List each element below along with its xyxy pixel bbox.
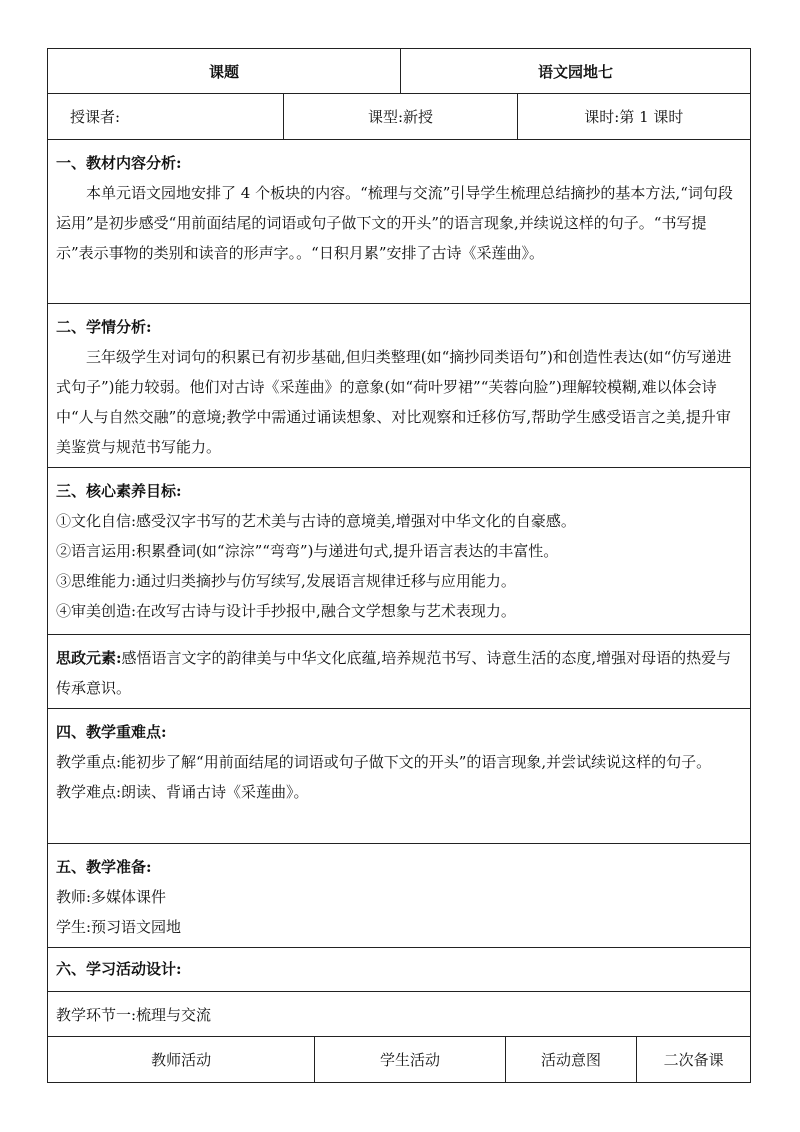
lesson-plan-table bbox=[47, 48, 751, 1083]
section-title: 思政元素: bbox=[56, 649, 122, 667]
section-body: 感悟语言文字的韵律美与中华文化底蕴,培养规范书写、诗意生活的态度,增强对母语的热爱与传承意识。 bbox=[56, 649, 732, 697]
section-student-analysis bbox=[47, 304, 751, 468]
section-body: 三年级学生对词句的积累已有初步基础,但归类整理(如“摘抄同类语句”)和创造性表达(如“仿写递进式句子”)能力较弱。他们对古诗《采莲曲》的意象(如“荷叶罗裙”“芙蓉向脸”)理解较模糊,难以体会诗中“人与自然交融”的意境;教学中需通过诵读想象、对比观察和迁移仿写,帮助学生感受语言之美,提升审美鉴赏与规范书写能力。 bbox=[56, 348, 732, 456]
topic-label: 课题 bbox=[208, 62, 239, 81]
section-materials bbox=[47, 140, 751, 304]
section-title: 四、教学重难点: bbox=[56, 723, 167, 741]
header-activity-intent: 活动意图 bbox=[505, 1037, 637, 1082]
section-title: 一、教材内容分析: bbox=[56, 154, 182, 172]
key-point-item: 教学难点:朗读、背诵古诗《采莲曲》。 bbox=[56, 783, 309, 801]
section-title: 三、核心素养目标: bbox=[56, 482, 182, 500]
section-body: 本单元语文园地安排了 4 个板块的内容。“梳理与交流”引导学生梳理总结摘抄的基本方法,“词句段运用”是初步感受“用前面结尾的词语或句子做下文的开头”的语言现象,并续说这样的句子。“书写提示”表示事物的类别和读音的形声字。。“日积月累”安排了古诗《采莲曲》。 bbox=[56, 184, 733, 262]
prep-item: 教师:多媒体课件 bbox=[56, 888, 167, 906]
header-row-info bbox=[47, 94, 751, 140]
teacher-label: 授课者: bbox=[70, 108, 121, 126]
goal-item: ③思维能力:通过归类摘抄与仿写续写,发展语言规律迁移与应用能力。 bbox=[56, 572, 516, 590]
goal-item: ④审美创造:在改写古诗与设计手抄报中,融合文学想象与艺术表现力。 bbox=[56, 602, 516, 620]
section-key-points bbox=[47, 709, 751, 844]
section-ideology bbox=[47, 635, 751, 709]
header-teacher-activity: 教师活动 bbox=[151, 1051, 212, 1069]
goal-item: ②语言运用:积累叠词(如“淙淙”“弯弯”)与递进句式,提升语言表达的丰富性。 bbox=[56, 542, 559, 560]
key-point-item: 教学重点:能初步了解“用前面结尾的词语或句子做下文的开头”的语言现象,并尝试续说这样的句子。 bbox=[56, 753, 712, 771]
stage-label: 教学环节一:梳理与交流 bbox=[56, 1006, 212, 1024]
section-title: 二、学情分析: bbox=[56, 318, 152, 336]
section-title: 六、学习活动设计: bbox=[56, 960, 182, 978]
header-row-topic bbox=[47, 48, 751, 94]
goal-item: ①文化自信:感受汉字书写的艺术美与古诗的意境美,增强对中华文化的自豪感。 bbox=[56, 512, 576, 530]
header-student-activity: 学生活动 bbox=[314, 1037, 504, 1082]
activity-table-header bbox=[47, 1037, 751, 1083]
section-preparation bbox=[47, 844, 751, 948]
topic-value: 语文园地七 bbox=[400, 49, 750, 93]
section-core-goals bbox=[47, 468, 751, 635]
lesson-period: 课时:第 1 课时 bbox=[517, 94, 750, 139]
section-title: 五、教学准备: bbox=[56, 858, 152, 876]
prep-item: 学生:预习语文园地 bbox=[56, 918, 182, 936]
lesson-type: 课型:新授 bbox=[283, 94, 516, 139]
header-second-prep: 二次备课 bbox=[636, 1037, 750, 1082]
section-stage-one bbox=[47, 992, 751, 1037]
section-activity-design bbox=[47, 948, 751, 992]
